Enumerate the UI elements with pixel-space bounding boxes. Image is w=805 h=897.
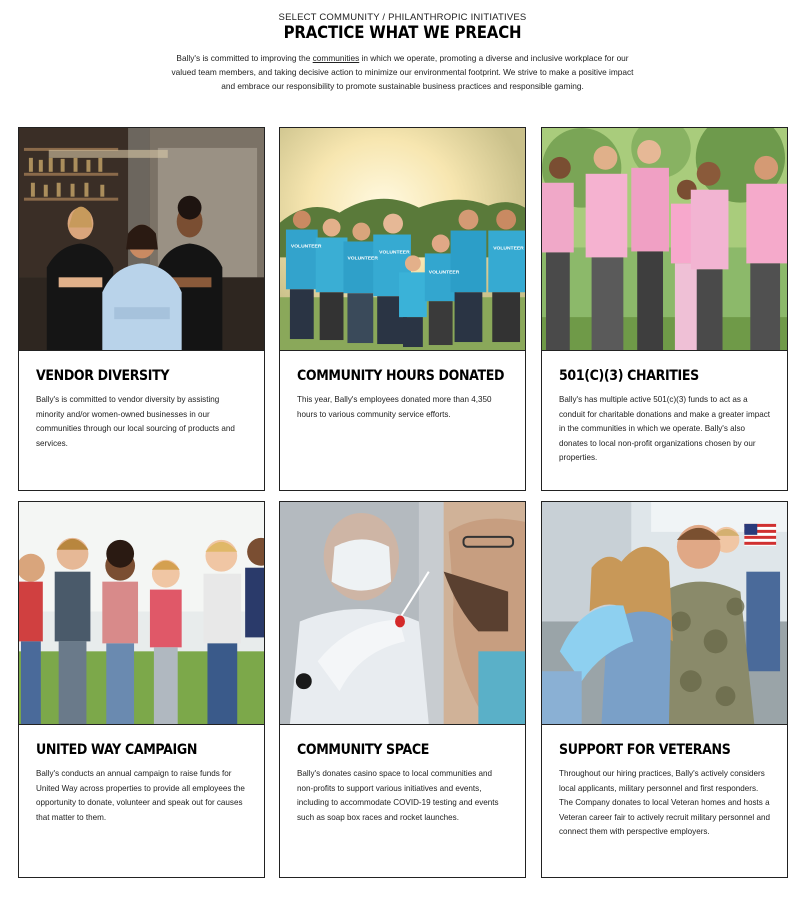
intro-paragraph: [170, 51, 635, 93]
card-united-way: [18, 501, 265, 878]
military-family-photo: [542, 502, 787, 725]
card-description: Bally's donates casino space to local communities and non-profits to support various initiatives and events, including to accommodate COVID-19 testing and events such as soap box races and rocket launches.: [297, 769, 499, 822]
card-description: This year, Bally's employees donated more than 4,350 hours to various community service efforts.: [297, 395, 492, 419]
card-community-space: [279, 501, 526, 878]
card-description: Bally's is committed to vendor diversity by assisting minority and/or women-owned businesses in our communities through our local sourcing of products and services.: [36, 395, 235, 448]
card-veterans: [541, 501, 788, 878]
card-description: Bally's has multiple active 501(c)(3) funds to act as a conduit for charitable donations and make a greater impact in the communities in which we operate. Bally's also donates to local non-profit organizations chosen by our properties.: [559, 395, 771, 463]
card-title: UNITED WAY CAMPAIGN: [36, 742, 198, 758]
card-description: Throughout our hiring practices, Bally's actively considers local applicants, military personnel and first responders. The Company donates to local Veteran homes and hosts a Veteran career fair to actively recruit military personnel and connect them with perspective employers.: [559, 769, 770, 837]
volunteers-group-photo: [280, 128, 525, 351]
card-vendor-diversity: [18, 127, 265, 491]
card-title: COMMUNITY HOURS DONATED: [297, 368, 505, 384]
card-charities: [541, 127, 788, 491]
card-title: 501(C)(3) CHARITIES: [559, 368, 699, 384]
charity-walk-photo: [542, 128, 787, 351]
covid-test-photo: [280, 502, 525, 725]
page-title: PRACTICE WHAT WE PREACH: [283, 23, 522, 43]
card-community-hours: [279, 127, 526, 491]
shirt-text: VOLUNTEER: [379, 250, 410, 256]
shirt-text: VOLUNTEER: [290, 244, 322, 250]
shirt-text: VOLUNTEER: [428, 270, 460, 276]
kids-group-photo: [19, 502, 264, 725]
restaurant-staff-photo: [19, 128, 264, 351]
shirt-text: VOLUNTEER: [347, 256, 378, 262]
shirt-text: VOLUNTEER: [493, 246, 524, 252]
communities-link[interactable]: communities: [312, 53, 360, 63]
card-description: Bally's conducts an annual campaign to raise funds for United Way across properties to provide all employees the opportunity to donate, volunteer and speak out for causes that matter to them.: [36, 769, 245, 822]
intro-text-end: in which we operate, promoting a diverse and inclusive workplace for our valued team members, and taking decisive action to minimize our environmental footprint. We strive to make a positive impact and embrace our responsibility to promote sustainable business practices and responsible gaming.: [171, 53, 634, 91]
eyebrow-label: SELECT COMMUNITY / PHILANTHROPIC INITIATIVES: [278, 12, 527, 23]
card-title: VENDOR DIVERSITY: [36, 368, 170, 384]
card-title: COMMUNITY SPACE: [297, 742, 429, 758]
intro-text-start: Bally's is committed to improving the: [176, 53, 313, 63]
card-title: SUPPORT FOR VETERANS: [559, 742, 731, 758]
